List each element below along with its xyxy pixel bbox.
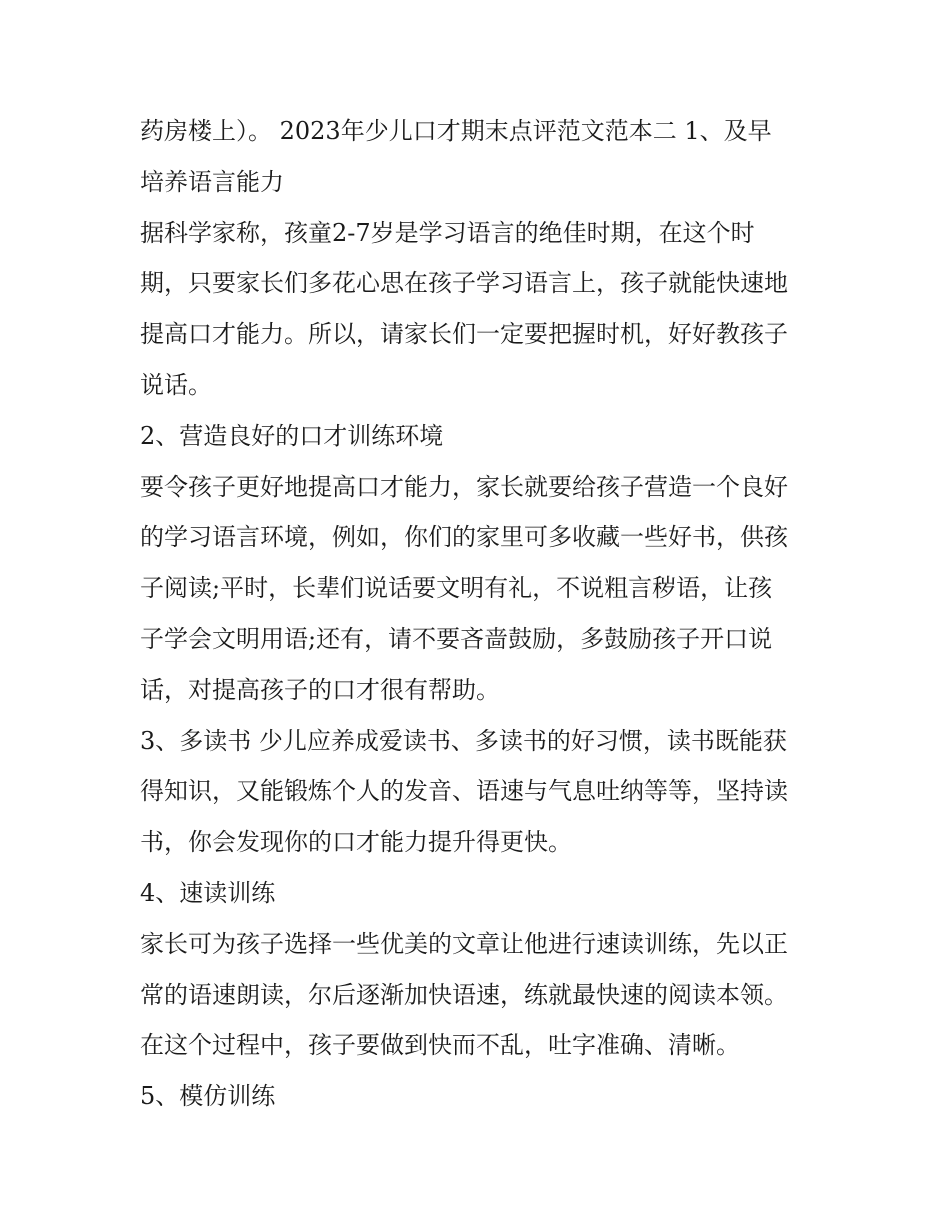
paragraph-intro bbox=[140, 106, 820, 208]
text-line: 3、多读书 少儿应养成爱读书、多读书的好习惯，读书既能获 bbox=[140, 726, 787, 755]
text-line: 的学习语言环境，例如，你们的家里可多收藏一些好书，供孩 bbox=[140, 523, 788, 552]
text-line: 在这个过程中，孩子要做到快而不乱，吐字准确、清晰。 bbox=[140, 1031, 740, 1060]
text-line: 提高口才能力。所以，请家长们一定要把握时机，好好教孩子 bbox=[140, 320, 788, 349]
text-line: 常的语速朗读，尔后逐渐加快语速，练就最快速的阅读本领。 bbox=[140, 980, 788, 1009]
text-line: 据科学家称，孩童2-7岁是学习语言的绝佳时期，在这个时 bbox=[140, 218, 755, 247]
section-heading: 5、模仿训练 bbox=[140, 1082, 276, 1111]
text-line: 期，只要家长们多花心思在孩子学习语言上，孩子就能快速地 bbox=[140, 269, 788, 298]
text-line: 说话。 bbox=[140, 370, 212, 399]
paragraph-language-period bbox=[140, 208, 820, 411]
text-line: 家长可为孩子选择一些优美的文章让他进行速读训练，先以正 bbox=[140, 929, 788, 958]
text-line: 子学会文明用语;还有，请不要吝啬鼓励，多鼓励孩子开口说 bbox=[140, 624, 773, 653]
heading-imitation bbox=[140, 1071, 820, 1122]
text-line: 药房楼上）。 2023年少儿口才期末点评范文范本二 1、及早 bbox=[140, 117, 772, 145]
text-line: 培养语言能力 bbox=[140, 167, 284, 196]
heading-speed-reading bbox=[140, 868, 820, 919]
section-heading: 4、速读训练 bbox=[140, 878, 276, 907]
paragraph-speed-reading bbox=[140, 919, 820, 1071]
body-text bbox=[140, 106, 820, 1122]
text-line: 要令孩子更好地提高口才能力，家长就要给孩子营造一个良好 bbox=[140, 472, 788, 501]
text-line: 书，你会发现你的口才能力提升得更快。 bbox=[140, 828, 572, 857]
heading-environment bbox=[140, 411, 820, 462]
section-heading: 2、营造良好的口才训练环境 bbox=[140, 421, 444, 450]
text-line: 话，对提高孩子的口才很有帮助。 bbox=[140, 675, 500, 704]
paragraph-reading bbox=[140, 716, 820, 868]
text-line: 子阅读;平时，长辈们说话要文明有礼，不说粗言秽语，让孩 bbox=[140, 574, 773, 603]
text-line: 得知识，又能锻炼个人的发音、语速与气息吐纳等等，坚持读 bbox=[140, 777, 788, 806]
paragraph-environment bbox=[140, 462, 820, 716]
